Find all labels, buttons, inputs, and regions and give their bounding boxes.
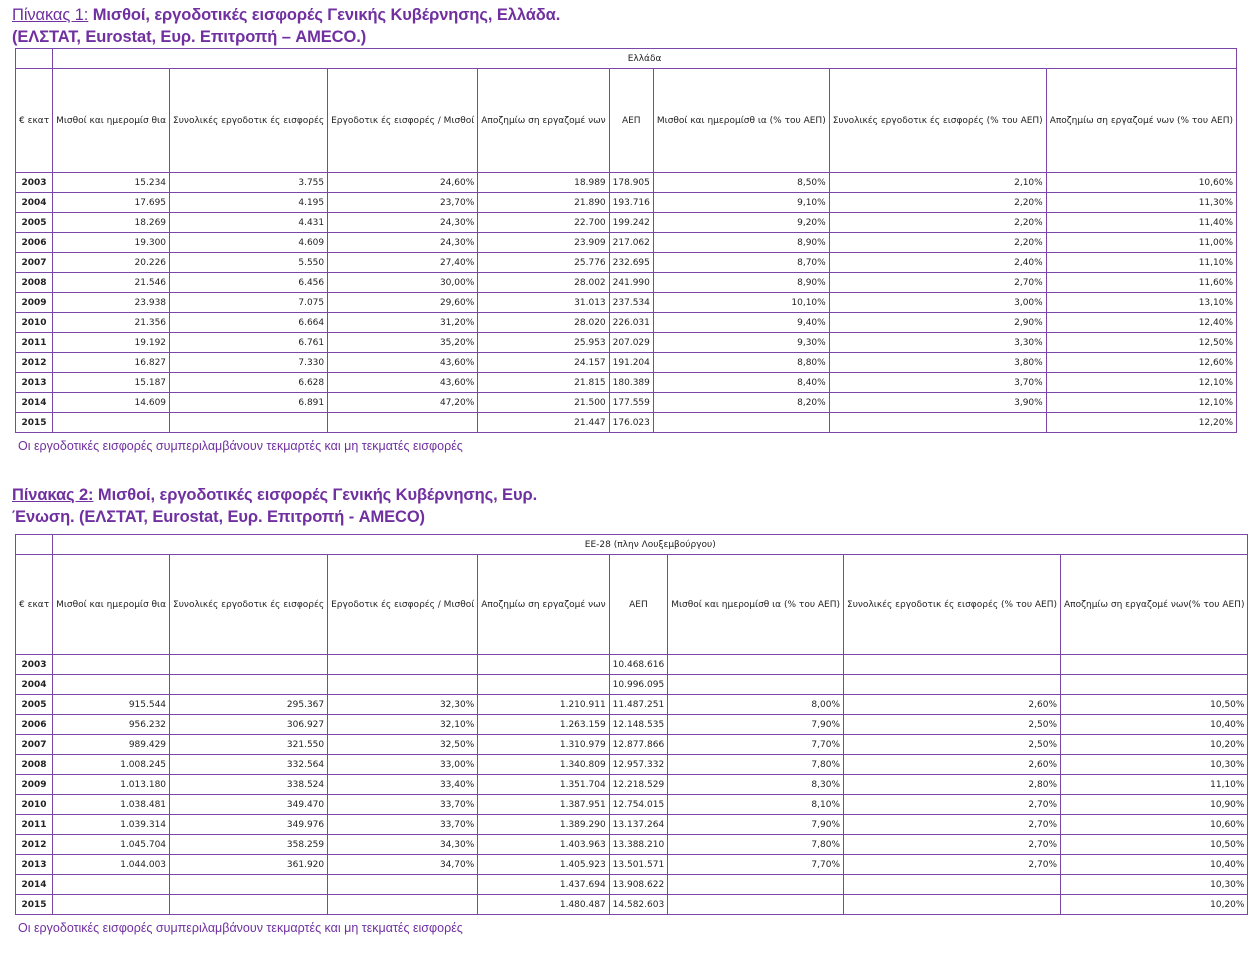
value-cell: 33,70% bbox=[328, 795, 478, 815]
value-cell: 12,10% bbox=[1046, 393, 1236, 413]
value-cell: 338.524 bbox=[170, 775, 328, 795]
value-cell: 2,70% bbox=[844, 835, 1061, 855]
value-cell: 1.403.963 bbox=[478, 835, 609, 855]
value-cell: 11,60% bbox=[1046, 273, 1236, 293]
value-cell: 18.989 bbox=[478, 173, 609, 193]
value-cell: 15.234 bbox=[53, 173, 170, 193]
value-cell: 9,30% bbox=[653, 333, 829, 353]
year-cell: 2007 bbox=[16, 253, 53, 273]
value-cell: 33,70% bbox=[328, 815, 478, 835]
value-cell bbox=[328, 895, 478, 915]
value-cell: 10,50% bbox=[1061, 835, 1248, 855]
table2-title-text: Μισθοί, εργοδοτικές εισφορές Γενικής Κυβέρνησης, Ευρ. Ένωση. (ΕΛΣΤΑΤ, Eurostat, Ευρ. Επιτροπή - AMECO) bbox=[12, 486, 538, 526]
value-cell bbox=[668, 675, 844, 695]
value-cell: 2,40% bbox=[829, 253, 1046, 273]
table1-title-label: Πίνακας 1: bbox=[12, 6, 89, 24]
table2 bbox=[15, 534, 1248, 915]
table-row bbox=[16, 715, 1248, 735]
value-cell: 2,70% bbox=[829, 273, 1046, 293]
value-cell: 8,90% bbox=[653, 233, 829, 253]
year-cell: 2005 bbox=[16, 213, 53, 233]
value-cell: 349.976 bbox=[170, 815, 328, 835]
table2-note: Οι εργοδοτικές εισφορές συμπεριλαμβάνουν τεκμαρτές και μη τεκματές εισφορές bbox=[18, 921, 463, 935]
value-cell bbox=[53, 875, 170, 895]
value-cell: 1.044.003 bbox=[53, 855, 170, 875]
column-header: ΑΕΠ bbox=[609, 555, 668, 655]
value-cell: 27,40% bbox=[328, 253, 478, 273]
value-cell: 1.038.481 bbox=[53, 795, 170, 815]
value-cell: 4.609 bbox=[170, 233, 328, 253]
table1 bbox=[15, 48, 1237, 433]
value-cell: 2,10% bbox=[829, 173, 1046, 193]
value-cell: 21.546 bbox=[53, 273, 170, 293]
value-cell: 32,10% bbox=[328, 715, 478, 735]
column-header: Συνολικές εργοδοτικ ές εισφορές bbox=[170, 555, 328, 655]
table-row bbox=[16, 795, 1248, 815]
value-cell: 7,80% bbox=[668, 835, 844, 855]
table2-title bbox=[12, 484, 587, 528]
value-cell: 6.456 bbox=[170, 273, 328, 293]
table1-note: Οι εργοδοτικές εισφορές συμπεριλαμβάνουν τεκμαρτές και μη τεκματές εισφορές bbox=[18, 439, 463, 453]
value-cell bbox=[844, 655, 1061, 675]
value-cell: 10,30% bbox=[1061, 755, 1248, 775]
value-cell: 33,00% bbox=[328, 755, 478, 775]
value-cell: 23.909 bbox=[478, 233, 609, 253]
value-cell: 21.890 bbox=[478, 193, 609, 213]
value-cell: 9,40% bbox=[653, 313, 829, 333]
value-cell: 34,70% bbox=[328, 855, 478, 875]
value-cell: 306.927 bbox=[170, 715, 328, 735]
value-cell: 9,10% bbox=[653, 193, 829, 213]
year-cell: 2015 bbox=[16, 413, 53, 433]
year-cell: 2004 bbox=[16, 193, 53, 213]
value-cell: 3,00% bbox=[829, 293, 1046, 313]
value-cell: 32,30% bbox=[328, 695, 478, 715]
value-cell: 10,50% bbox=[1061, 695, 1248, 715]
value-cell: 8,40% bbox=[653, 373, 829, 393]
value-cell: 12.957.332 bbox=[609, 755, 668, 775]
value-cell: 3,90% bbox=[829, 393, 1046, 413]
value-cell: 6.664 bbox=[170, 313, 328, 333]
value-cell bbox=[53, 413, 170, 433]
column-header: Μισθοί και ημερομίσ θια bbox=[53, 69, 170, 173]
table1-title bbox=[12, 4, 587, 48]
value-cell: 11,10% bbox=[1061, 775, 1248, 795]
value-cell bbox=[844, 675, 1061, 695]
value-cell: 12,10% bbox=[1046, 373, 1236, 393]
column-header: Εργοδοτικ ές εισφορές / Μισθοί bbox=[328, 69, 478, 173]
value-cell: 8,50% bbox=[653, 173, 829, 193]
value-cell: 7,80% bbox=[668, 755, 844, 775]
column-header: Αποζημίω ση εργαζομέ νων bbox=[478, 555, 609, 655]
year-cell: 2003 bbox=[16, 655, 53, 675]
value-cell: 177.559 bbox=[609, 393, 653, 413]
value-cell: 5.550 bbox=[170, 253, 328, 273]
value-cell: 13,10% bbox=[1046, 293, 1236, 313]
value-cell: 207.029 bbox=[609, 333, 653, 353]
value-cell: 11,30% bbox=[1046, 193, 1236, 213]
value-cell: 8,10% bbox=[668, 795, 844, 815]
value-cell: 14.582.603 bbox=[609, 895, 668, 915]
value-cell: 1.387.951 bbox=[478, 795, 609, 815]
value-cell: 358.259 bbox=[170, 835, 328, 855]
value-cell bbox=[53, 895, 170, 915]
value-cell: 13.501.571 bbox=[609, 855, 668, 875]
value-cell: 43,60% bbox=[328, 373, 478, 393]
value-cell: 8,90% bbox=[653, 273, 829, 293]
column-header-row bbox=[16, 69, 1237, 173]
value-cell bbox=[478, 655, 609, 675]
year-cell: 2012 bbox=[16, 835, 53, 855]
region-row bbox=[16, 49, 1237, 69]
table-row bbox=[16, 233, 1237, 253]
value-cell: 7,70% bbox=[668, 855, 844, 875]
value-cell: 12,50% bbox=[1046, 333, 1236, 353]
value-cell: 8,30% bbox=[668, 775, 844, 795]
value-cell: 13.388.210 bbox=[609, 835, 668, 855]
column-header: Αποζημίω ση εργαζομέ νων(% του ΑΕΠ) bbox=[1061, 555, 1248, 655]
value-cell: 6.891 bbox=[170, 393, 328, 413]
value-cell: 6.628 bbox=[170, 373, 328, 393]
value-cell: 2,70% bbox=[844, 795, 1061, 815]
value-cell: 180.389 bbox=[609, 373, 653, 393]
value-cell: 1.210.911 bbox=[478, 695, 609, 715]
column-header: Μισθοί και ημερομίσθ ια (% του ΑΕΠ) bbox=[653, 69, 829, 173]
value-cell: 12,40% bbox=[1046, 313, 1236, 333]
table1-title-text: Μισθοί, εργοδοτικές εισφορές Γενικής Κυβέρνησης, Ελλάδα. (ΕΛΣΤΑΤ, Eurostat, Ευρ. Επιτροπή – AMECO.) bbox=[12, 6, 561, 46]
value-cell: 2,70% bbox=[844, 815, 1061, 835]
value-cell: 10,60% bbox=[1046, 173, 1236, 193]
table2-title-label: Πίνακας 2: bbox=[12, 486, 94, 504]
value-cell bbox=[668, 655, 844, 675]
region-header: ΕΕ-28 (πλην Λουξεμβούργου) bbox=[53, 535, 1248, 555]
value-cell: 2,20% bbox=[829, 213, 1046, 233]
value-cell: 11.487.251 bbox=[609, 695, 668, 715]
value-cell: 2,70% bbox=[844, 855, 1061, 875]
table-row bbox=[16, 353, 1237, 373]
column-header: Αποζημίω ση εργαζομέ νων bbox=[478, 69, 609, 173]
region-row bbox=[16, 535, 1248, 555]
value-cell: 25.953 bbox=[478, 333, 609, 353]
table-row bbox=[16, 253, 1237, 273]
value-cell: 19.300 bbox=[53, 233, 170, 253]
year-cell: 2007 bbox=[16, 735, 53, 755]
value-cell: 12.218.529 bbox=[609, 775, 668, 795]
value-cell: 9,20% bbox=[653, 213, 829, 233]
value-cell bbox=[53, 655, 170, 675]
column-header: € εκατ bbox=[16, 69, 53, 173]
column-header: € εκατ bbox=[16, 555, 53, 655]
value-cell: 31.013 bbox=[478, 293, 609, 313]
value-cell: 22.700 bbox=[478, 213, 609, 233]
value-cell: 226.031 bbox=[609, 313, 653, 333]
column-header: ΑΕΠ bbox=[609, 69, 653, 173]
value-cell: 10,30% bbox=[1061, 875, 1248, 895]
year-cell: 2009 bbox=[16, 293, 53, 313]
value-cell: 21.500 bbox=[478, 393, 609, 413]
year-cell: 2015 bbox=[16, 895, 53, 915]
table-row bbox=[16, 835, 1248, 855]
value-cell: 7,90% bbox=[668, 815, 844, 835]
value-cell bbox=[328, 875, 478, 895]
value-cell bbox=[328, 413, 478, 433]
value-cell: 19.192 bbox=[53, 333, 170, 353]
value-cell: 13.137.264 bbox=[609, 815, 668, 835]
value-cell: 10.468.616 bbox=[609, 655, 668, 675]
year-cell: 2010 bbox=[16, 795, 53, 815]
value-cell: 10,40% bbox=[1061, 855, 1248, 875]
table-row bbox=[16, 675, 1248, 695]
value-cell: 1.013.180 bbox=[53, 775, 170, 795]
value-cell: 15.187 bbox=[53, 373, 170, 393]
year-cell: 2011 bbox=[16, 815, 53, 835]
value-cell: 29,60% bbox=[328, 293, 478, 313]
value-cell: 7,70% bbox=[668, 735, 844, 755]
value-cell: 2,60% bbox=[844, 755, 1061, 775]
table-row bbox=[16, 193, 1237, 213]
value-cell: 1.039.314 bbox=[53, 815, 170, 835]
value-cell: 10,40% bbox=[1061, 715, 1248, 735]
table-row bbox=[16, 273, 1237, 293]
value-cell: 47,20% bbox=[328, 393, 478, 413]
column-header: Συνολικές εργοδοτικ ές εισφορές (% του ΑΕΠ) bbox=[844, 555, 1061, 655]
year-cell: 2014 bbox=[16, 875, 53, 895]
column-header: Συνολικές εργοδοτικ ές εισφορές bbox=[170, 69, 328, 173]
value-cell: 33,40% bbox=[328, 775, 478, 795]
value-cell: 1.340.809 bbox=[478, 755, 609, 775]
value-cell: 7.075 bbox=[170, 293, 328, 313]
value-cell: 361.920 bbox=[170, 855, 328, 875]
column-header-row bbox=[16, 555, 1248, 655]
value-cell: 176.023 bbox=[609, 413, 653, 433]
value-cell: 18.269 bbox=[53, 213, 170, 233]
value-cell: 21.356 bbox=[53, 313, 170, 333]
value-cell: 43,60% bbox=[328, 353, 478, 373]
table-row bbox=[16, 413, 1237, 433]
value-cell: 295.367 bbox=[170, 695, 328, 715]
value-cell: 915.544 bbox=[53, 695, 170, 715]
value-cell: 23.938 bbox=[53, 293, 170, 313]
value-cell: 1.437.694 bbox=[478, 875, 609, 895]
value-cell: 8,80% bbox=[653, 353, 829, 373]
value-cell: 7,90% bbox=[668, 715, 844, 735]
value-cell: 1.263.159 bbox=[478, 715, 609, 735]
value-cell bbox=[170, 413, 328, 433]
table-row bbox=[16, 775, 1248, 795]
value-cell: 24,30% bbox=[328, 233, 478, 253]
value-cell: 12,20% bbox=[1046, 413, 1236, 433]
table-row bbox=[16, 815, 1248, 835]
value-cell: 17.695 bbox=[53, 193, 170, 213]
value-cell: 28.002 bbox=[478, 273, 609, 293]
value-cell: 11,00% bbox=[1046, 233, 1236, 253]
value-cell: 10,20% bbox=[1061, 895, 1248, 915]
year-cell: 2013 bbox=[16, 373, 53, 393]
value-cell: 2,80% bbox=[844, 775, 1061, 795]
value-cell bbox=[653, 413, 829, 433]
value-cell bbox=[478, 675, 609, 695]
value-cell: 191.204 bbox=[609, 353, 653, 373]
value-cell: 332.564 bbox=[170, 755, 328, 775]
column-header: Μισθοί και ημερομίσ θια bbox=[53, 555, 170, 655]
value-cell bbox=[328, 675, 478, 695]
year-cell: 2011 bbox=[16, 333, 53, 353]
value-cell: 28.020 bbox=[478, 313, 609, 333]
value-cell: 13.908.622 bbox=[609, 875, 668, 895]
year-cell: 2012 bbox=[16, 353, 53, 373]
value-cell bbox=[829, 413, 1046, 433]
value-cell: 989.429 bbox=[53, 735, 170, 755]
value-cell: 8,20% bbox=[653, 393, 829, 413]
value-cell: 20.226 bbox=[53, 253, 170, 273]
value-cell: 232.695 bbox=[609, 253, 653, 273]
value-cell: 1.405.923 bbox=[478, 855, 609, 875]
value-cell: 25.776 bbox=[478, 253, 609, 273]
value-cell bbox=[668, 895, 844, 915]
value-cell: 4.431 bbox=[170, 213, 328, 233]
value-cell: 1.389.290 bbox=[478, 815, 609, 835]
table-row bbox=[16, 755, 1248, 775]
table-row bbox=[16, 875, 1248, 895]
value-cell: 8,00% bbox=[668, 695, 844, 715]
table-row bbox=[16, 855, 1248, 875]
table-row bbox=[16, 213, 1237, 233]
value-cell: 237.534 bbox=[609, 293, 653, 313]
empty-corner-cell bbox=[16, 535, 53, 555]
value-cell: 24,60% bbox=[328, 173, 478, 193]
value-cell: 2,20% bbox=[829, 233, 1046, 253]
table-row bbox=[16, 313, 1237, 333]
value-cell: 35,20% bbox=[328, 333, 478, 353]
table-row bbox=[16, 895, 1248, 915]
value-cell: 3.755 bbox=[170, 173, 328, 193]
year-cell: 2008 bbox=[16, 273, 53, 293]
value-cell: 10,10% bbox=[653, 293, 829, 313]
value-cell bbox=[1061, 655, 1248, 675]
value-cell: 1.310.979 bbox=[478, 735, 609, 755]
column-header: Εργοδοτικ ές εισφορές / Μισθοί bbox=[328, 555, 478, 655]
year-cell: 2005 bbox=[16, 695, 53, 715]
value-cell: 32,50% bbox=[328, 735, 478, 755]
table-row bbox=[16, 655, 1248, 675]
value-cell: 7.330 bbox=[170, 353, 328, 373]
value-cell: 34,30% bbox=[328, 835, 478, 855]
value-cell: 1.480.487 bbox=[478, 895, 609, 915]
value-cell: 12.754.015 bbox=[609, 795, 668, 815]
value-cell bbox=[170, 895, 328, 915]
value-cell: 349.470 bbox=[170, 795, 328, 815]
table-row bbox=[16, 735, 1248, 755]
value-cell: 2,60% bbox=[844, 695, 1061, 715]
column-header: Μισθοί και ημερομίσθ ια (% του ΑΕΠ) bbox=[668, 555, 844, 655]
value-cell: 8,70% bbox=[653, 253, 829, 273]
value-cell: 12.148.535 bbox=[609, 715, 668, 735]
value-cell bbox=[170, 875, 328, 895]
value-cell: 3,80% bbox=[829, 353, 1046, 373]
value-cell: 1.008.245 bbox=[53, 755, 170, 775]
empty-corner-cell bbox=[16, 49, 53, 69]
value-cell: 241.990 bbox=[609, 273, 653, 293]
value-cell: 6.761 bbox=[170, 333, 328, 353]
year-cell: 2006 bbox=[16, 233, 53, 253]
year-cell: 2010 bbox=[16, 313, 53, 333]
value-cell: 178.905 bbox=[609, 173, 653, 193]
value-cell: 16.827 bbox=[53, 353, 170, 373]
value-cell: 11,40% bbox=[1046, 213, 1236, 233]
value-cell: 956.232 bbox=[53, 715, 170, 735]
value-cell: 24,30% bbox=[328, 213, 478, 233]
table-row bbox=[16, 293, 1237, 313]
value-cell bbox=[328, 655, 478, 675]
year-cell: 2013 bbox=[16, 855, 53, 875]
table-row bbox=[16, 173, 1237, 193]
value-cell: 23,70% bbox=[328, 193, 478, 213]
value-cell: 2,50% bbox=[844, 735, 1061, 755]
value-cell: 1.351.704 bbox=[478, 775, 609, 795]
column-header: Αποζημίω ση εργαζομέ νων (% του ΑΕΠ) bbox=[1046, 69, 1236, 173]
column-header: Συνολικές εργοδοτικ ές εισφορές (% του ΑΕΠ) bbox=[829, 69, 1046, 173]
table-row bbox=[16, 695, 1248, 715]
value-cell: 193.716 bbox=[609, 193, 653, 213]
value-cell: 1.045.704 bbox=[53, 835, 170, 855]
value-cell: 3,30% bbox=[829, 333, 1046, 353]
value-cell: 3,70% bbox=[829, 373, 1046, 393]
value-cell bbox=[668, 875, 844, 895]
table-row bbox=[16, 333, 1237, 353]
value-cell: 10.996.095 bbox=[609, 675, 668, 695]
value-cell: 30,00% bbox=[328, 273, 478, 293]
year-cell: 2014 bbox=[16, 393, 53, 413]
value-cell: 199.242 bbox=[609, 213, 653, 233]
value-cell: 10,60% bbox=[1061, 815, 1248, 835]
value-cell bbox=[844, 895, 1061, 915]
value-cell: 2,90% bbox=[829, 313, 1046, 333]
year-cell: 2006 bbox=[16, 715, 53, 735]
value-cell: 11,10% bbox=[1046, 253, 1236, 273]
value-cell bbox=[53, 675, 170, 695]
value-cell: 2,50% bbox=[844, 715, 1061, 735]
value-cell bbox=[170, 655, 328, 675]
value-cell: 12.877.866 bbox=[609, 735, 668, 755]
value-cell: 12,60% bbox=[1046, 353, 1236, 373]
value-cell bbox=[1061, 675, 1248, 695]
value-cell: 31,20% bbox=[328, 313, 478, 333]
value-cell bbox=[844, 875, 1061, 895]
value-cell: 21.815 bbox=[478, 373, 609, 393]
value-cell: 4.195 bbox=[170, 193, 328, 213]
value-cell: 321.550 bbox=[170, 735, 328, 755]
value-cell: 217.062 bbox=[609, 233, 653, 253]
region-header: Ελλάδα bbox=[53, 49, 1237, 69]
value-cell: 14.609 bbox=[53, 393, 170, 413]
value-cell: 2,20% bbox=[829, 193, 1046, 213]
value-cell: 24.157 bbox=[478, 353, 609, 373]
year-cell: 2009 bbox=[16, 775, 53, 795]
table-row bbox=[16, 373, 1237, 393]
year-cell: 2004 bbox=[16, 675, 53, 695]
year-cell: 2008 bbox=[16, 755, 53, 775]
table-row bbox=[16, 393, 1237, 413]
value-cell: 10,90% bbox=[1061, 795, 1248, 815]
value-cell bbox=[170, 675, 328, 695]
value-cell: 10,20% bbox=[1061, 735, 1248, 755]
value-cell: 21.447 bbox=[478, 413, 609, 433]
year-cell: 2003 bbox=[16, 173, 53, 193]
